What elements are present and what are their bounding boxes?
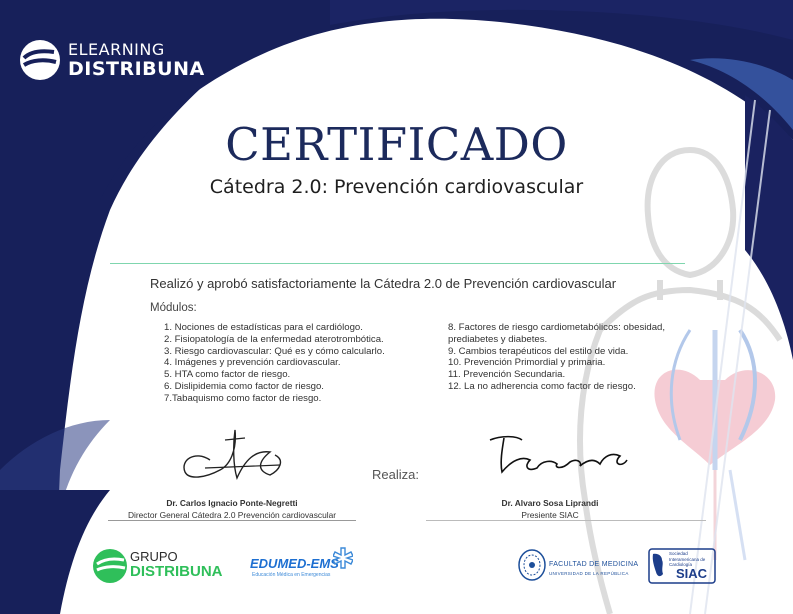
module-item: 2. Fisiopatología de la enfermedad aterotrombótica.: [164, 333, 384, 345]
signer-left-line: [108, 520, 356, 521]
module-item: 4. Imágenes y prevención cardiovascular.: [164, 357, 341, 369]
fm-line1: FACULTAD DE MEDICINA: [549, 561, 639, 568]
brand-wordmark: [68, 39, 205, 80]
edumed-logo: EDUMED-EMS: [250, 556, 339, 571]
signer-right-block: [470, 498, 630, 508]
module-item: 11. Prevención Secundaria.: [448, 369, 566, 381]
module-item: 6. Dislipidemia como factor de riesgo.: [164, 380, 324, 392]
modules-list-right: [448, 322, 698, 393]
signature-right: [482, 430, 632, 482]
certificate-title: CERTIFICADO: [225, 118, 568, 171]
module-item: 7.Tabaquismo como factor de riesgo.: [164, 392, 322, 404]
module-item: 8. Factores de riesgo cardiometabólicos: obesidad, prediabetes y diabetes.: [448, 322, 666, 345]
grupo-distribuna-logo-icon: [92, 548, 128, 584]
signer-left-block: [108, 498, 356, 508]
module-item: 10. Prevención Primordial y primaria.: [448, 357, 606, 369]
siac-subtitle: Sociedad Interamericana de Cardiología: [669, 551, 706, 567]
fm-line2: UNIVERSIDAD DE LA REPÚBLICA: [549, 571, 629, 576]
module-item: 9. Cambios terapéuticos del estilo de vida.: [448, 345, 629, 357]
brand-line2: DISTRIBUNA: [68, 57, 205, 80]
module-item: 3. Riesgo cardiovascular: Qué es y cómo calcularlo.: [164, 345, 385, 357]
signer-right-line: [426, 520, 706, 521]
signature-left: [175, 420, 290, 492]
grupo-distribuna-logo: [130, 550, 223, 579]
signer-right-name: Dr. Alvaro Sosa Liprandi: [501, 498, 599, 508]
module-item: 1. Nociones de estadísticas para el cardiólogo.: [164, 322, 363, 333]
module-item: 5. HTA como factor de riesgo.: [164, 369, 291, 381]
completion-statement: Realizó y aprobó satisfactoriamente la Cátedra 2.0 de Prevención cardiovascular: [150, 276, 617, 291]
signer-left-name: Dr. Carlos Ignacio Ponte-Negretti: [166, 498, 298, 508]
siac-wordmark: SIAC: [676, 566, 708, 581]
brand-line1: ELEARNING: [68, 39, 165, 59]
modules-list-left: [164, 322, 439, 405]
grupo-line1: GRUPO: [130, 549, 178, 564]
facultad-medicina-logo: [549, 560, 638, 578]
grupo-line2: DISTRIBUNA: [130, 563, 223, 580]
elearning-logo-icon: [18, 38, 62, 82]
brand-logo: [18, 38, 205, 82]
course-title: Cátedra 2.0: Prevención cardiovascular: [209, 176, 584, 198]
edumed-subtitle: Educación Médica en Emergencias: [252, 572, 331, 578]
signer-right-role: Presiente SIAC: [521, 510, 579, 520]
realiza-label: Realiza:: [372, 467, 419, 482]
divider-line: [110, 263, 685, 264]
modules-label: Módulos:: [150, 302, 197, 314]
star-of-life-icon: [333, 546, 353, 570]
signer-left-role: Director General Cátedra 2.0 Prevención cardiovascular: [127, 510, 337, 520]
facultad-medicina-seal-icon: [517, 548, 547, 582]
right-bottom-band: [765, 430, 793, 614]
module-item: 12. La no adherencia como factor de riesgo.: [448, 380, 636, 392]
